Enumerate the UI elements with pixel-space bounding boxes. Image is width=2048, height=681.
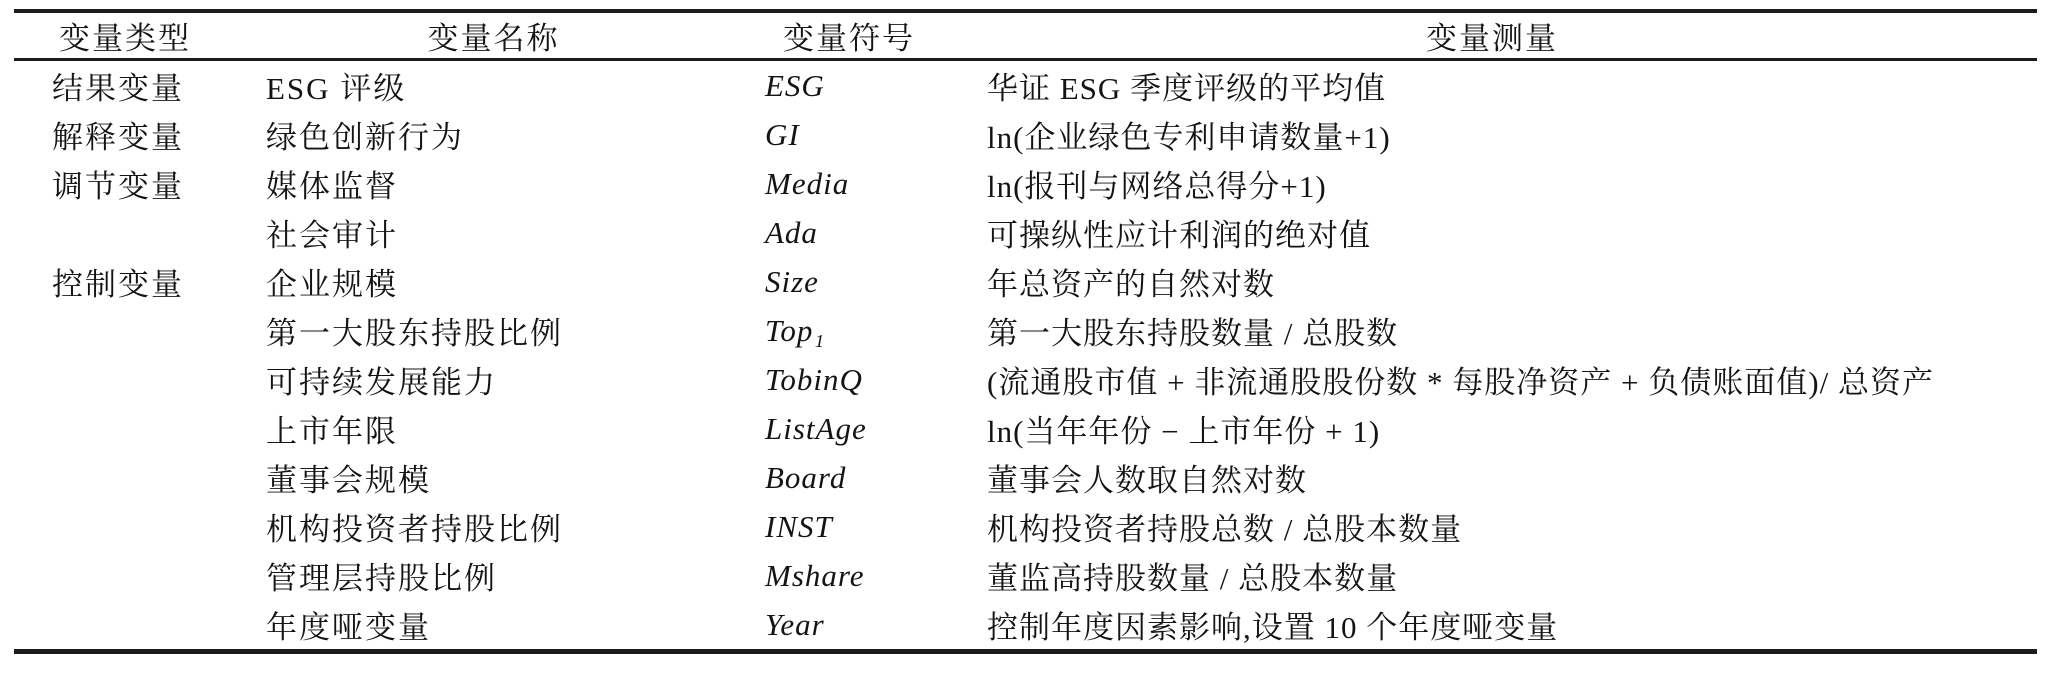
paper-page [0, 9, 2048, 681]
table-row [14, 159, 2037, 208]
cell-variable-symbol: GI [765, 116, 800, 152]
cell-variable-name: 第一大股东持股比例 [266, 316, 563, 351]
cell-variable-symbol: ListAge [765, 410, 867, 446]
cell-variable-type: 调节变量 [52, 169, 184, 204]
cell-variable-measure: 控制年度因素影响,设置 10 个年度哑变量 [987, 610, 1559, 645]
header-variable-type: 变量类型 [14, 11, 236, 60]
cell-variable-type [14, 404, 236, 453]
cell-variable-measure: 可操纵性应计利润的绝对值 [987, 218, 1371, 253]
header-row [14, 11, 2037, 60]
cell-variable-symbol: Top₁ [765, 312, 826, 348]
cell-variable-name: 可持续发展能力 [266, 365, 497, 400]
cell-variable-type: 结果变量 [52, 71, 184, 106]
cell-variable-symbol: INST [765, 508, 833, 544]
cell-variable-symbol: TobinQ [765, 361, 863, 397]
cell-variable-type: 控制变量 [52, 267, 184, 302]
cell-variable-name: 媒体监督 [266, 169, 398, 204]
cell-variable-type [14, 355, 236, 404]
cell-variable-symbol: Year [765, 606, 825, 642]
cell-variable-symbol: Board [765, 459, 847, 495]
header-variable-name: 变量名称 [236, 11, 751, 60]
cell-variable-name: 机构投资者持股比例 [266, 512, 563, 547]
cell-variable-type [14, 551, 236, 600]
table-row [14, 404, 2037, 453]
cell-variable-measure: ln(当年年份 − 上市年份 + 1) [987, 414, 1381, 449]
cell-variable-name: 董事会规模 [266, 463, 431, 498]
cell-variable-measure: 董监高持股数量 / 总股本数量 [987, 561, 1399, 596]
header-variable-symbol: 变量符号 [751, 11, 947, 60]
cell-variable-type: 解释变量 [52, 120, 184, 155]
table-row [14, 60, 2037, 111]
cell-variable-symbol: ESG [765, 67, 825, 103]
cell-variable-name: 上市年限 [266, 414, 398, 449]
table-row [14, 600, 2037, 652]
table-row [14, 208, 2037, 257]
cell-variable-symbol: Ada [765, 214, 818, 250]
cell-variable-measure: 机构投资者持股总数 / 总股本数量 [987, 512, 1463, 547]
table-row [14, 110, 2037, 159]
cell-variable-name: ESG 评级 [266, 71, 407, 106]
cell-variable-name: 绿色创新行为 [266, 120, 464, 155]
cell-variable-symbol: Media [765, 165, 850, 201]
cell-variable-type [14, 306, 236, 355]
table-row [14, 453, 2037, 502]
cell-variable-type [14, 600, 236, 652]
cell-variable-type [14, 453, 236, 502]
cell-variable-measure: 华证 ESG 季度评级的平均值 [987, 71, 1387, 106]
cell-variable-measure: ln(企业绿色专利申请数量+1) [987, 120, 1391, 155]
table-row [14, 551, 2037, 600]
cell-variable-type [14, 208, 236, 257]
cell-variable-measure: 第一大股东持股数量 / 总股数 [987, 316, 1399, 351]
variables-definition-table [14, 9, 2037, 654]
cell-variable-symbol: Mshare [765, 557, 865, 593]
table-row [14, 257, 2037, 306]
cell-variable-measure: ln(报刊与网络总得分+1) [987, 169, 1327, 204]
table-row [14, 502, 2037, 551]
cell-variable-name: 社会审计 [266, 218, 398, 253]
table-row [14, 306, 2037, 355]
cell-variable-type [14, 502, 236, 551]
cell-variable-name: 管理层持股比例 [266, 561, 497, 596]
cell-variable-measure: (流通股市值 + 非流通股股份数 * 每股净资产 + 负债账面值)/ 总资产 [987, 365, 1934, 400]
table-row [14, 355, 2037, 404]
cell-variable-symbol: Size [765, 263, 819, 299]
cell-variable-name: 企业规模 [266, 267, 398, 302]
cell-variable-measure: 董事会人数取自然对数 [987, 463, 1307, 498]
cell-variable-measure: 年总资产的自然对数 [987, 267, 1275, 302]
cell-variable-name: 年度哑变量 [266, 610, 431, 645]
header-variable-measure: 变量测量 [947, 11, 2037, 60]
